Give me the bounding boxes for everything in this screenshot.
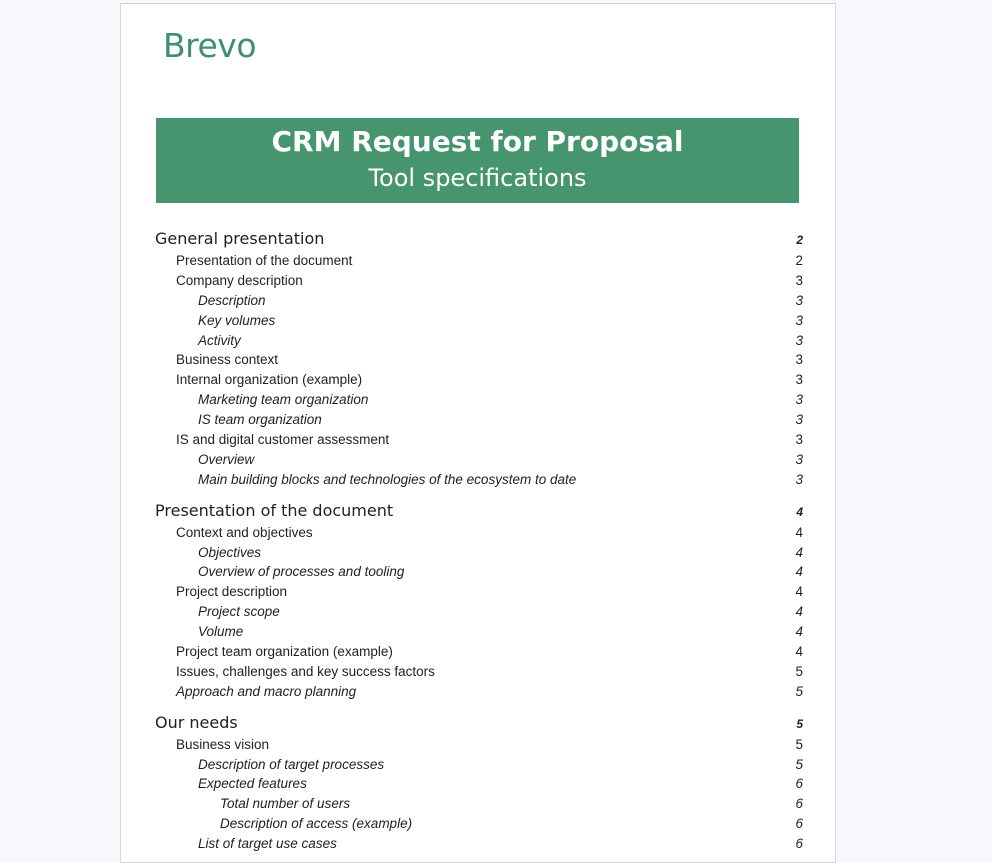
toc-entry-label: Context and objectives bbox=[176, 524, 313, 540]
toc-entry[interactable] bbox=[155, 755, 803, 775]
toc-entry-label: Key volumes bbox=[198, 312, 276, 328]
toc-entry[interactable] bbox=[155, 834, 803, 854]
toc-page-number: 5 bbox=[795, 683, 803, 699]
toc-entry[interactable] bbox=[155, 602, 803, 622]
toc-section bbox=[155, 226, 803, 490]
toc-page-number: 3 bbox=[795, 292, 803, 308]
toc-entry-label: Overview of processes and tooling bbox=[198, 564, 405, 580]
title-banner bbox=[156, 118, 799, 203]
toc-entry[interactable] bbox=[155, 390, 803, 410]
toc-page-number: 3 bbox=[795, 392, 803, 408]
toc-section bbox=[155, 498, 803, 702]
toc-entry[interactable] bbox=[155, 814, 803, 834]
toc-page-number: 3 bbox=[795, 451, 803, 467]
toc-entry[interactable] bbox=[155, 543, 803, 563]
toc-entry[interactable] bbox=[155, 682, 803, 702]
toc-page-number: 3 bbox=[795, 272, 803, 288]
toc-page-number: 4 bbox=[795, 604, 803, 620]
toc-entry[interactable] bbox=[155, 735, 803, 755]
toc-entry-label: Business vision bbox=[176, 736, 270, 752]
toc-entry-label: Total number of users bbox=[220, 796, 351, 812]
toc-page-number: 2 bbox=[795, 253, 803, 268]
toc-page-number: 6 bbox=[795, 796, 803, 812]
toc-entry-label: Project team organization (example) bbox=[176, 644, 393, 660]
toc-page-number: 3 bbox=[795, 312, 803, 328]
brevo-logo: Brevo bbox=[163, 26, 257, 65]
toc-page-number: 3 bbox=[795, 352, 803, 368]
toc-page-number: 3 bbox=[795, 432, 803, 448]
toc-page-number: 3 bbox=[795, 412, 803, 428]
document-page bbox=[120, 3, 836, 863]
toc-page-number: 4 bbox=[795, 584, 803, 600]
toc-entry[interactable] bbox=[155, 251, 803, 271]
toc-entry-label: Overview bbox=[198, 451, 255, 467]
toc-heading[interactable] bbox=[155, 710, 803, 735]
toc-page-number: 4 bbox=[795, 524, 803, 540]
toc-entry-label: List of target use cases bbox=[198, 836, 337, 852]
toc-entry-label: Internal organization (example) bbox=[176, 372, 363, 388]
toc-entry-label: Presentation of the document bbox=[176, 253, 353, 268]
toc-page-number: 4 bbox=[795, 544, 803, 560]
toc-entry[interactable] bbox=[155, 311, 803, 331]
toc-heading-label: General presentation bbox=[155, 229, 325, 248]
toc-entry-label: Marketing team organization bbox=[198, 392, 369, 408]
toc-entry[interactable] bbox=[155, 410, 803, 430]
toc-page-number: 6 bbox=[795, 776, 803, 792]
toc-entry-label: Volume bbox=[198, 624, 244, 640]
toc-entry-label: Expected features bbox=[198, 776, 307, 792]
toc-entry[interactable] bbox=[155, 642, 803, 662]
toc-entry-label: Project scope bbox=[198, 604, 280, 620]
toc-entry[interactable] bbox=[155, 794, 803, 814]
toc-entry-label: Project description bbox=[176, 584, 288, 600]
toc-entry-label: IS team organization bbox=[198, 412, 322, 428]
toc-heading-label: Presentation of the document bbox=[155, 500, 394, 520]
toc-section bbox=[155, 710, 803, 854]
toc-page-number: 3 bbox=[795, 471, 803, 487]
toc-entry[interactable] bbox=[155, 350, 803, 370]
toc-entry[interactable] bbox=[155, 450, 803, 470]
toc-entry-label: Activity bbox=[198, 332, 241, 348]
toc-entry-label: Approach and macro planning bbox=[176, 683, 357, 699]
toc-heading[interactable] bbox=[155, 226, 803, 251]
toc-entry[interactable] bbox=[155, 523, 803, 543]
toc-entry-label: Description of target processes bbox=[198, 756, 385, 772]
toc-page-number: 5 bbox=[795, 756, 803, 772]
toc-entry[interactable] bbox=[155, 582, 803, 602]
toc-heading-label: Our needs bbox=[155, 712, 238, 732]
toc-page-number: 4 bbox=[795, 624, 803, 640]
toc-page-number: 4 bbox=[795, 644, 803, 660]
toc-entry[interactable] bbox=[155, 430, 803, 450]
toc-heading[interactable] bbox=[155, 498, 803, 523]
toc-page-number: 6 bbox=[795, 816, 803, 832]
toc-entry-label: Description bbox=[198, 292, 266, 308]
toc-page-number: 3 bbox=[795, 372, 803, 388]
toc-page-number: 2 bbox=[796, 233, 803, 247]
toc-page-number: 5 bbox=[795, 663, 803, 679]
toc-entry-label: Main building blocks and technologies of the ecosystem to date bbox=[198, 471, 577, 487]
toc-entry[interactable] bbox=[155, 774, 803, 794]
toc-entry-label: Company description bbox=[176, 272, 303, 288]
toc-entry[interactable] bbox=[155, 331, 803, 351]
table-of-contents bbox=[155, 226, 803, 862]
toc-entry-label: Business context bbox=[176, 352, 279, 368]
document-subtitle: Tool specifications bbox=[368, 164, 587, 192]
toc-entry-label: Objectives bbox=[198, 544, 262, 560]
toc-entry[interactable] bbox=[155, 562, 803, 582]
toc-page-number: 5 bbox=[796, 716, 803, 731]
toc-entry[interactable] bbox=[155, 370, 803, 390]
toc-entry-label: IS and digital customer assessment bbox=[176, 432, 390, 448]
toc-entry[interactable] bbox=[155, 271, 803, 291]
toc-page-number: 5 bbox=[795, 736, 803, 752]
toc-entry[interactable] bbox=[155, 662, 803, 682]
toc-entry[interactable] bbox=[155, 291, 803, 311]
toc-page-number: 4 bbox=[796, 504, 803, 519]
toc-page-number: 6 bbox=[795, 836, 803, 852]
document-title: CRM Request for Proposal bbox=[271, 125, 684, 158]
toc-page-number: 4 bbox=[795, 564, 803, 580]
toc-entry[interactable] bbox=[155, 622, 803, 642]
toc-page-number: 3 bbox=[795, 332, 803, 348]
toc-entry-label: Issues, challenges and key success factors bbox=[176, 663, 435, 679]
toc-entry-label: Description of access (example) bbox=[220, 816, 413, 832]
toc-entry[interactable] bbox=[155, 470, 803, 490]
